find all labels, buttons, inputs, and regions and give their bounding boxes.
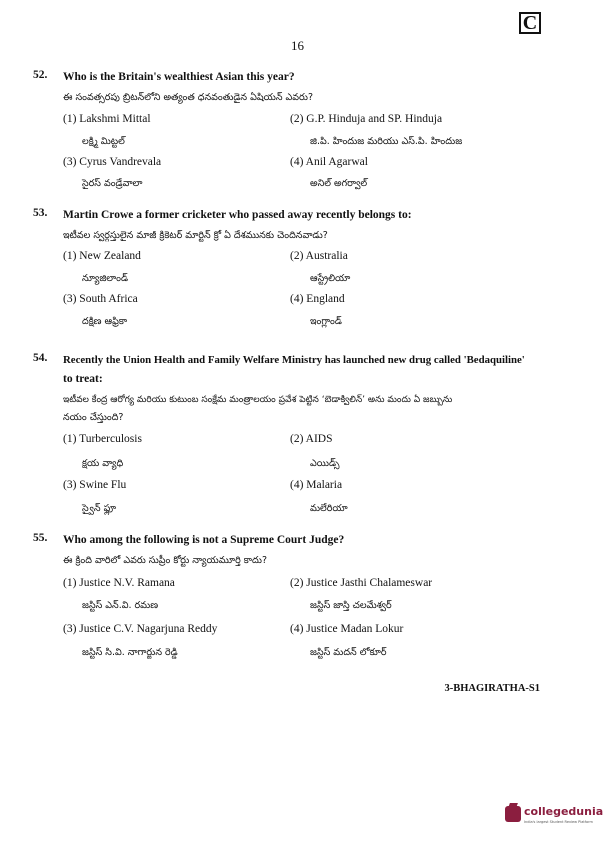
option-2: (2) Australia: [290, 250, 348, 262]
option-1-te: లక్ష్మి మిట్టల్: [82, 136, 125, 147]
option-3: (3) Justice C.V. Nagarjuna Reddy: [63, 623, 218, 635]
option-4-te: జస్టిస్ మదన్ లోకూర్: [310, 647, 387, 658]
option-3-te: దక్షిణ ఆఫ్రికా: [82, 316, 128, 327]
question-text-en-line2: to treat:: [63, 373, 103, 385]
option-3: (3) Swine Flu: [63, 479, 127, 491]
collegedunia-watermark: [505, 802, 603, 830]
watermark-tagline: India's largest Student Review Platform: [524, 820, 593, 824]
graduation-cap-icon: [505, 806, 521, 822]
question-text-te-line2: నయం చేస్తుంది?: [63, 412, 124, 423]
question-text-en: Who is the Britain's wealthiest Asian this year?: [63, 71, 295, 83]
option-3: (3) Cyrus Vandrevala: [63, 156, 162, 168]
question-text-te: ఈ సంవత్సరపు బ్రిటన్‌లోని అత్యంత ధనవంతుడైన ఏషియన్ ఎవరు?: [63, 92, 314, 103]
option-4-te: ఇంగ్లాండ్: [310, 316, 342, 327]
option-3-te: జస్టిస్ సి.వి. నాగార్జున రెడ్డి: [82, 647, 178, 658]
question-text-en-line1: Recently the Union Health and Family Welfare Ministry has launched new drug called 'Bedaquiline': [63, 354, 525, 366]
option-2-te: ఆస్ట్రేలియా: [310, 273, 351, 284]
option-1: (1) New Zealand: [63, 250, 141, 262]
option-1: (1) Lakshmi Mittal: [63, 113, 151, 125]
watermark-brand: collegedunia: [524, 805, 603, 818]
option-4: (4) Anil Agarwal: [290, 156, 368, 168]
question-text-te: ఇటీవల స్వర్గస్తులైన మాజీ క్రికెటర్ మార్టిన్ క్రో ఏ దేశమునకు చెందినవాడు?: [63, 230, 328, 241]
option-1-te: క్షయ వ్యాధి: [82, 458, 124, 469]
question-text-te-line1: ఇటీవల కేంద్ర ఆరోగ్య మరియు కుటుంబ సంక్షేమ మంత్రాలయం ప్రవేశ పెట్టిన ‘బెడాక్విలిన్’ అను మందు ఏ జబ్బును: [63, 395, 453, 405]
option-3-te: సైరస్ వండ్రేవాలా: [82, 178, 143, 189]
option-2: (2) Justice Jasthi Chalameswar: [290, 577, 433, 589]
paper-code: 3-BHAGIRATHA-S1: [444, 683, 540, 694]
option-1: (1) Turberculosis: [63, 433, 142, 445]
option-4: (4) Justice Madan Lokur: [290, 623, 404, 635]
option-2: (2) AIDS: [290, 433, 333, 445]
option-2-te: జి.పి. హిందుజ మరియు ఎస్.పి. హిందుజ: [310, 136, 463, 147]
option-2-te: జస్టిస్ జాస్తి చలమేశ్వర్: [310, 600, 392, 611]
question-text-en: Who among the following is not a Supreme Court Judge?: [63, 534, 345, 546]
question-number: 54.: [33, 352, 48, 364]
option-4-te: అనిల్ అగర్వాల్: [310, 178, 368, 189]
option-4-te: మలేరియా: [310, 503, 348, 514]
option-2-te: ఎయిడ్స్: [310, 458, 340, 469]
question-number: 53.: [33, 207, 48, 219]
option-3-te: స్వైన్ ఫ్లూ: [82, 503, 116, 514]
option-4: (4) Malaria: [290, 479, 343, 491]
set-code-box: C: [519, 12, 541, 34]
page-number: 16: [291, 38, 304, 53]
question-number: 52.: [33, 69, 48, 81]
question-text-en: Martin Crowe a former cricketer who passed away recently belongs to:: [63, 209, 412, 221]
option-3: (3) South Africa: [63, 293, 138, 305]
option-1-te: జస్టిస్ ఎన్.వి. రమణ: [82, 600, 159, 611]
option-2: (2) G.P. Hinduja and SP. Hinduja: [290, 113, 443, 125]
option-1-te: న్యూజిలాండ్: [82, 273, 128, 284]
question-number: 55.: [33, 532, 48, 544]
option-1: (1) Justice N.V. Ramana: [63, 577, 175, 589]
option-4: (4) England: [290, 293, 345, 305]
question-text-te: ఈ క్రింది వారిలో ఎవరు సుప్రీం కోర్టు న్యాయమూర్తి కాదు?: [63, 555, 268, 566]
